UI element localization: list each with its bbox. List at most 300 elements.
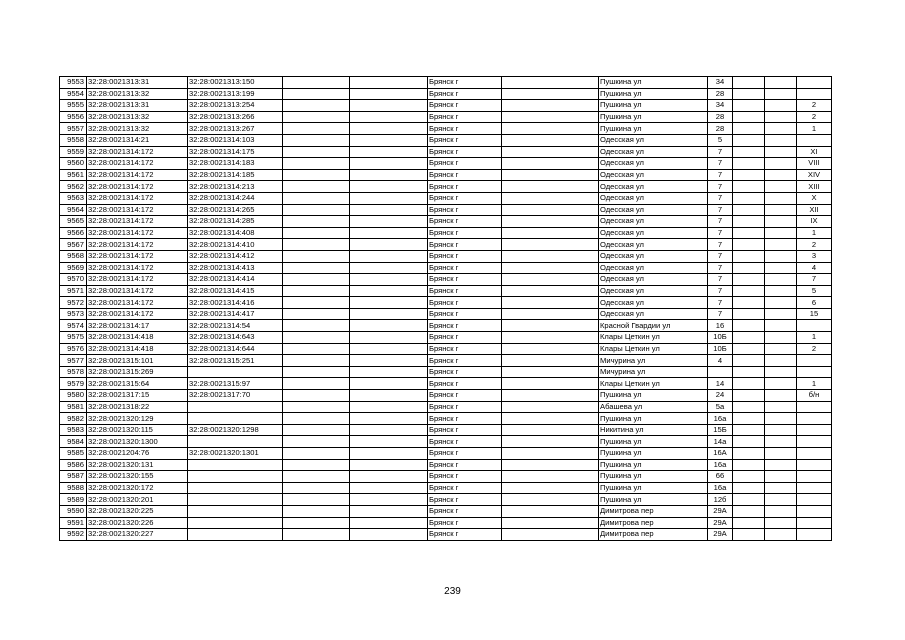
table-cell: Одесская ул xyxy=(599,192,708,204)
table-cell xyxy=(502,274,599,286)
table-cell xyxy=(733,204,765,216)
table-cell xyxy=(502,505,599,517)
table-cell: 9587 xyxy=(60,471,87,483)
table-cell: 32:28:0021314:172 xyxy=(87,204,188,216)
table-cell: 28 xyxy=(708,123,733,135)
table-cell: 32:28:0021314:643 xyxy=(188,332,283,344)
table-cell: Брянск г xyxy=(428,471,502,483)
table-cell: 7 xyxy=(708,158,733,170)
table-cell: 14 xyxy=(708,378,733,390)
table-cell: 32:28:0021320:225 xyxy=(87,505,188,517)
table-cell: 32:28:0021320:227 xyxy=(87,529,188,541)
table-cell: 32:28:0021314:17 xyxy=(87,320,188,332)
table-row xyxy=(60,343,832,355)
table-cell xyxy=(733,134,765,146)
table-cell: 9566 xyxy=(60,227,87,239)
table-cell: 32:28:0021314:21 xyxy=(87,134,188,146)
table-cell xyxy=(502,517,599,529)
table-row xyxy=(60,378,832,390)
table-cell xyxy=(502,448,599,460)
table-cell xyxy=(502,378,599,390)
table-row xyxy=(60,123,832,135)
table-cell xyxy=(283,250,350,262)
table-cell xyxy=(502,494,599,506)
table-cell: 7 xyxy=(708,204,733,216)
table-cell: Брянск г xyxy=(428,146,502,158)
table-cell xyxy=(733,181,765,193)
table-cell xyxy=(283,262,350,274)
table-cell: 32:28:0021314:172 xyxy=(87,262,188,274)
table-cell xyxy=(283,482,350,494)
table-cell xyxy=(733,401,765,413)
table-cell xyxy=(188,436,283,448)
table-cell xyxy=(733,378,765,390)
table-cell: Одесская ул xyxy=(599,274,708,286)
table-cell: 14а xyxy=(708,436,733,448)
table-cell: Брянск г xyxy=(428,134,502,146)
table-cell: Одесская ул xyxy=(599,146,708,158)
table-cell: 32:28:0021320:1301 xyxy=(188,448,283,460)
table-cell xyxy=(733,529,765,541)
table-cell: 9556 xyxy=(60,111,87,123)
table-cell: Брянск г xyxy=(428,100,502,112)
table-cell xyxy=(350,204,428,216)
table-cell xyxy=(733,308,765,320)
table-cell: 9582 xyxy=(60,413,87,425)
table-cell xyxy=(765,413,797,425)
table-cell: 32:28:0021314:285 xyxy=(188,216,283,228)
table-cell: 32:28:0021320:115 xyxy=(87,424,188,436)
table-cell xyxy=(733,169,765,181)
table-cell: Брянск г xyxy=(428,308,502,320)
table-row xyxy=(60,77,832,89)
table-cell xyxy=(733,262,765,274)
table-cell xyxy=(283,216,350,228)
table-cell: Клары Цеткин ул xyxy=(599,343,708,355)
table-row xyxy=(60,158,832,170)
table-cell xyxy=(502,459,599,471)
table-cell xyxy=(502,239,599,251)
table-cell xyxy=(283,77,350,89)
table-cell: Одесская ул xyxy=(599,169,708,181)
table-cell: 32:28:0021314:172 xyxy=(87,169,188,181)
table-cell xyxy=(733,123,765,135)
table-cell xyxy=(502,390,599,402)
table-cell xyxy=(765,158,797,170)
table-cell: 32:28:0021314:172 xyxy=(87,239,188,251)
table-cell xyxy=(350,459,428,471)
table-cell: 7 xyxy=(708,227,733,239)
table-cell: 9588 xyxy=(60,482,87,494)
table-cell xyxy=(733,227,765,239)
table-cell xyxy=(765,204,797,216)
table-cell xyxy=(502,355,599,367)
table-cell: 29А xyxy=(708,505,733,517)
table-cell: 32:28:0021314:172 xyxy=(87,285,188,297)
table-cell: 32:28:0021314:244 xyxy=(188,192,283,204)
table-cell xyxy=(765,366,797,378)
table-cell xyxy=(283,169,350,181)
table-cell xyxy=(733,413,765,425)
table-cell xyxy=(733,77,765,89)
table-cell: 32:28:0021314:416 xyxy=(188,297,283,309)
table-cell: XIV xyxy=(797,169,832,181)
table-cell: 1 xyxy=(797,227,832,239)
table-row xyxy=(60,471,832,483)
table-cell xyxy=(188,459,283,471)
table-cell: Брянск г xyxy=(428,250,502,262)
table-cell: 32:28:0021313:199 xyxy=(188,88,283,100)
table-cell xyxy=(765,505,797,517)
table-cell xyxy=(765,239,797,251)
table-cell xyxy=(283,517,350,529)
table-cell: 9569 xyxy=(60,262,87,274)
table-cell: 9590 xyxy=(60,505,87,517)
table-cell xyxy=(350,505,428,517)
table-cell xyxy=(283,424,350,436)
table-cell: Брянск г xyxy=(428,494,502,506)
table-cell xyxy=(350,308,428,320)
table-cell: 32:28:0021314:172 xyxy=(87,297,188,309)
table-cell xyxy=(765,111,797,123)
table-cell: 9574 xyxy=(60,320,87,332)
table-row xyxy=(60,169,832,181)
table-cell: 32:28:0021317:70 xyxy=(188,390,283,402)
table-cell xyxy=(283,181,350,193)
table-cell xyxy=(733,424,765,436)
table-cell xyxy=(502,482,599,494)
table-cell: 32:28:0021313:31 xyxy=(87,100,188,112)
table-cell: 9585 xyxy=(60,448,87,460)
table-cell: Брянск г xyxy=(428,216,502,228)
table-cell: 9592 xyxy=(60,529,87,541)
table-cell: Одесская ул xyxy=(599,216,708,228)
table-cell xyxy=(350,100,428,112)
table-cell xyxy=(765,355,797,367)
table-cell: б/н xyxy=(797,390,832,402)
table-cell: 7 xyxy=(708,169,733,181)
table-cell: 1 xyxy=(797,123,832,135)
table-cell: Пушкина ул xyxy=(599,482,708,494)
table-cell: 9563 xyxy=(60,192,87,204)
table-cell xyxy=(502,343,599,355)
table-cell: 32:28:0021314:265 xyxy=(188,204,283,216)
table-row xyxy=(60,413,832,425)
table-cell: 9559 xyxy=(60,146,87,158)
table-cell: 9553 xyxy=(60,77,87,89)
table-row xyxy=(60,517,832,529)
table-cell xyxy=(765,146,797,158)
registry-table xyxy=(59,76,832,541)
table-row xyxy=(60,297,832,309)
table-cell xyxy=(733,100,765,112)
table-cell xyxy=(733,216,765,228)
table-cell: Брянск г xyxy=(428,227,502,239)
table-cell: Одесская ул xyxy=(599,134,708,146)
table-cell: 1 xyxy=(797,332,832,344)
table-cell xyxy=(350,343,428,355)
table-cell xyxy=(797,366,832,378)
table-cell xyxy=(502,401,599,413)
table-cell xyxy=(733,390,765,402)
table-cell xyxy=(765,471,797,483)
table-cell: Пушкина ул xyxy=(599,459,708,471)
table-cell xyxy=(350,250,428,262)
table-cell xyxy=(350,390,428,402)
table-cell: Пушкина ул xyxy=(599,390,708,402)
table-cell xyxy=(502,88,599,100)
table-cell xyxy=(797,77,832,89)
table-cell: Брянск г xyxy=(428,517,502,529)
table-cell xyxy=(283,436,350,448)
table-cell xyxy=(502,111,599,123)
table-cell: 16А xyxy=(708,448,733,460)
table-cell: 16 xyxy=(708,320,733,332)
table-cell xyxy=(350,216,428,228)
table-cell xyxy=(765,285,797,297)
table-cell: 9561 xyxy=(60,169,87,181)
table-cell: Одесская ул xyxy=(599,308,708,320)
table-cell: IX xyxy=(797,216,832,228)
table-cell: 9577 xyxy=(60,355,87,367)
table-cell xyxy=(797,494,832,506)
table-cell xyxy=(765,390,797,402)
table-cell xyxy=(765,459,797,471)
table-row xyxy=(60,262,832,274)
table-cell xyxy=(188,401,283,413)
table-cell: 9564 xyxy=(60,204,87,216)
table-cell: 29А xyxy=(708,517,733,529)
table-cell: 7 xyxy=(708,285,733,297)
table-cell xyxy=(188,482,283,494)
table-cell xyxy=(765,378,797,390)
table-cell: 2 xyxy=(797,239,832,251)
table-cell: 10Б xyxy=(708,332,733,344)
table-cell: 32:28:0021314:175 xyxy=(188,146,283,158)
table-cell xyxy=(733,297,765,309)
table-cell: 32:28:0021315:269 xyxy=(87,366,188,378)
table-cell: 9586 xyxy=(60,459,87,471)
table-cell: 9578 xyxy=(60,366,87,378)
table-cell xyxy=(283,146,350,158)
table-cell: 7 xyxy=(708,250,733,262)
table-row xyxy=(60,424,832,436)
table-cell xyxy=(502,424,599,436)
table-cell xyxy=(502,366,599,378)
table-cell: 32:28:0021317:15 xyxy=(87,390,188,402)
table-cell xyxy=(283,285,350,297)
table-cell xyxy=(188,529,283,541)
table-cell: Брянск г xyxy=(428,424,502,436)
table-cell: Брянск г xyxy=(428,355,502,367)
table-cell: 7 xyxy=(708,216,733,228)
table-cell: VIII xyxy=(797,158,832,170)
table-cell xyxy=(733,274,765,286)
table-cell: 15 xyxy=(797,308,832,320)
table-cell xyxy=(350,169,428,181)
table-cell: 32:28:0021315:64 xyxy=(87,378,188,390)
table-row xyxy=(60,320,832,332)
table-cell: Мичурина ул xyxy=(599,355,708,367)
table-cell xyxy=(765,297,797,309)
table-cell xyxy=(350,146,428,158)
table-cell: Брянск г xyxy=(428,204,502,216)
table-cell: Одесская ул xyxy=(599,297,708,309)
table-cell: 32:28:0021314:415 xyxy=(188,285,283,297)
table-cell: 9584 xyxy=(60,436,87,448)
table-cell: 9560 xyxy=(60,158,87,170)
table-cell: 32:28:0021313:266 xyxy=(188,111,283,123)
table-cell: 32:28:0021320:201 xyxy=(87,494,188,506)
table-cell xyxy=(797,448,832,460)
table-cell xyxy=(765,494,797,506)
table-cell xyxy=(765,517,797,529)
table-cell: 32:28:0021313:254 xyxy=(188,100,283,112)
table-cell: 32:28:0021314:414 xyxy=(188,274,283,286)
table-cell xyxy=(765,134,797,146)
table-cell: 32:28:0021318:22 xyxy=(87,401,188,413)
table-cell: XII xyxy=(797,204,832,216)
table-cell xyxy=(283,459,350,471)
table-row xyxy=(60,250,832,262)
table-cell xyxy=(733,343,765,355)
table-cell xyxy=(502,181,599,193)
table-cell xyxy=(350,181,428,193)
table-cell: 32:28:0021320:226 xyxy=(87,517,188,529)
table-cell xyxy=(733,250,765,262)
table-cell: 3 xyxy=(797,250,832,262)
table-cell: 32:28:0021314:54 xyxy=(188,320,283,332)
table-cell: 34 xyxy=(708,77,733,89)
table-cell: 9575 xyxy=(60,332,87,344)
table-row xyxy=(60,204,832,216)
table-cell xyxy=(350,123,428,135)
table-cell xyxy=(283,320,350,332)
table-cell: Одесская ул xyxy=(599,239,708,251)
table-cell: 15Б xyxy=(708,424,733,436)
table-cell: 7 xyxy=(708,239,733,251)
table-cell xyxy=(765,192,797,204)
table-cell xyxy=(350,413,428,425)
table-cell xyxy=(765,448,797,460)
page-number: 239 xyxy=(444,586,461,597)
table-cell: Брянск г xyxy=(428,111,502,123)
table-cell xyxy=(765,274,797,286)
table-cell: 32:28:0021314:213 xyxy=(188,181,283,193)
table-cell: 32:28:0021314:172 xyxy=(87,250,188,262)
table-cell: 7 xyxy=(708,297,733,309)
table-cell xyxy=(283,448,350,460)
table-cell: 32:28:0021314:172 xyxy=(87,181,188,193)
table-row xyxy=(60,459,832,471)
table-cell: 9573 xyxy=(60,308,87,320)
table-cell xyxy=(765,216,797,228)
table-cell xyxy=(350,111,428,123)
table-cell: Пушкина ул xyxy=(599,436,708,448)
table-row xyxy=(60,134,832,146)
table-cell xyxy=(350,192,428,204)
table-cell xyxy=(283,529,350,541)
table-cell: 28 xyxy=(708,111,733,123)
table-cell: Клары Цеткин ул xyxy=(599,332,708,344)
table-cell xyxy=(502,250,599,262)
table-cell: Пушкина ул xyxy=(599,494,708,506)
table-cell xyxy=(733,332,765,344)
table-cell xyxy=(733,239,765,251)
table-cell xyxy=(797,401,832,413)
table-cell: Мичурина ул xyxy=(599,366,708,378)
table-cell xyxy=(797,320,832,332)
table-row xyxy=(60,529,832,541)
table-cell: Брянск г xyxy=(428,169,502,181)
table-cell xyxy=(350,401,428,413)
table-cell: 32:28:0021315:97 xyxy=(188,378,283,390)
table-cell xyxy=(283,390,350,402)
table-cell xyxy=(765,123,797,135)
table-cell xyxy=(350,262,428,274)
table-cell: 9568 xyxy=(60,250,87,262)
table-cell: 32:28:0021313:32 xyxy=(87,123,188,135)
table-cell: 9579 xyxy=(60,378,87,390)
table-cell xyxy=(350,158,428,170)
table-cell xyxy=(797,471,832,483)
table-cell: 9576 xyxy=(60,343,87,355)
table-cell xyxy=(733,448,765,460)
table-cell xyxy=(733,505,765,517)
table-cell: 9557 xyxy=(60,123,87,135)
table-cell: 32:28:0021314:172 xyxy=(87,158,188,170)
table-cell: 34 xyxy=(708,100,733,112)
table-cell: 7 xyxy=(708,192,733,204)
table-cell xyxy=(733,146,765,158)
table-cell xyxy=(765,482,797,494)
table-cell xyxy=(502,204,599,216)
table-cell xyxy=(797,459,832,471)
table-cell xyxy=(502,308,599,320)
table-cell xyxy=(765,100,797,112)
table-row xyxy=(60,285,832,297)
table-cell: 32:28:0021320:131 xyxy=(87,459,188,471)
table-cell: Брянск г xyxy=(428,297,502,309)
table-cell xyxy=(797,529,832,541)
table-cell: 32:28:0021314:172 xyxy=(87,146,188,158)
table-cell xyxy=(502,146,599,158)
table-cell xyxy=(797,517,832,529)
table-cell: Пушкина ул xyxy=(599,471,708,483)
table-cell xyxy=(733,355,765,367)
table-cell xyxy=(502,285,599,297)
table-cell xyxy=(502,77,599,89)
table-cell: Брянск г xyxy=(428,448,502,460)
table-cell xyxy=(797,482,832,494)
table-cell: Брянск г xyxy=(428,77,502,89)
table-row xyxy=(60,436,832,448)
table-row xyxy=(60,390,832,402)
table-cell xyxy=(350,378,428,390)
table-cell: 29А xyxy=(708,529,733,541)
table-cell xyxy=(797,88,832,100)
table-cell xyxy=(283,111,350,123)
table-cell xyxy=(502,216,599,228)
table-cell: 32:28:0021313:32 xyxy=(87,88,188,100)
table-cell: 32:28:0021320:129 xyxy=(87,413,188,425)
table-cell xyxy=(765,308,797,320)
table-cell xyxy=(502,100,599,112)
table-cell xyxy=(350,471,428,483)
table-cell: 5а xyxy=(708,401,733,413)
table-cell: Брянск г xyxy=(428,181,502,193)
table-cell xyxy=(283,355,350,367)
